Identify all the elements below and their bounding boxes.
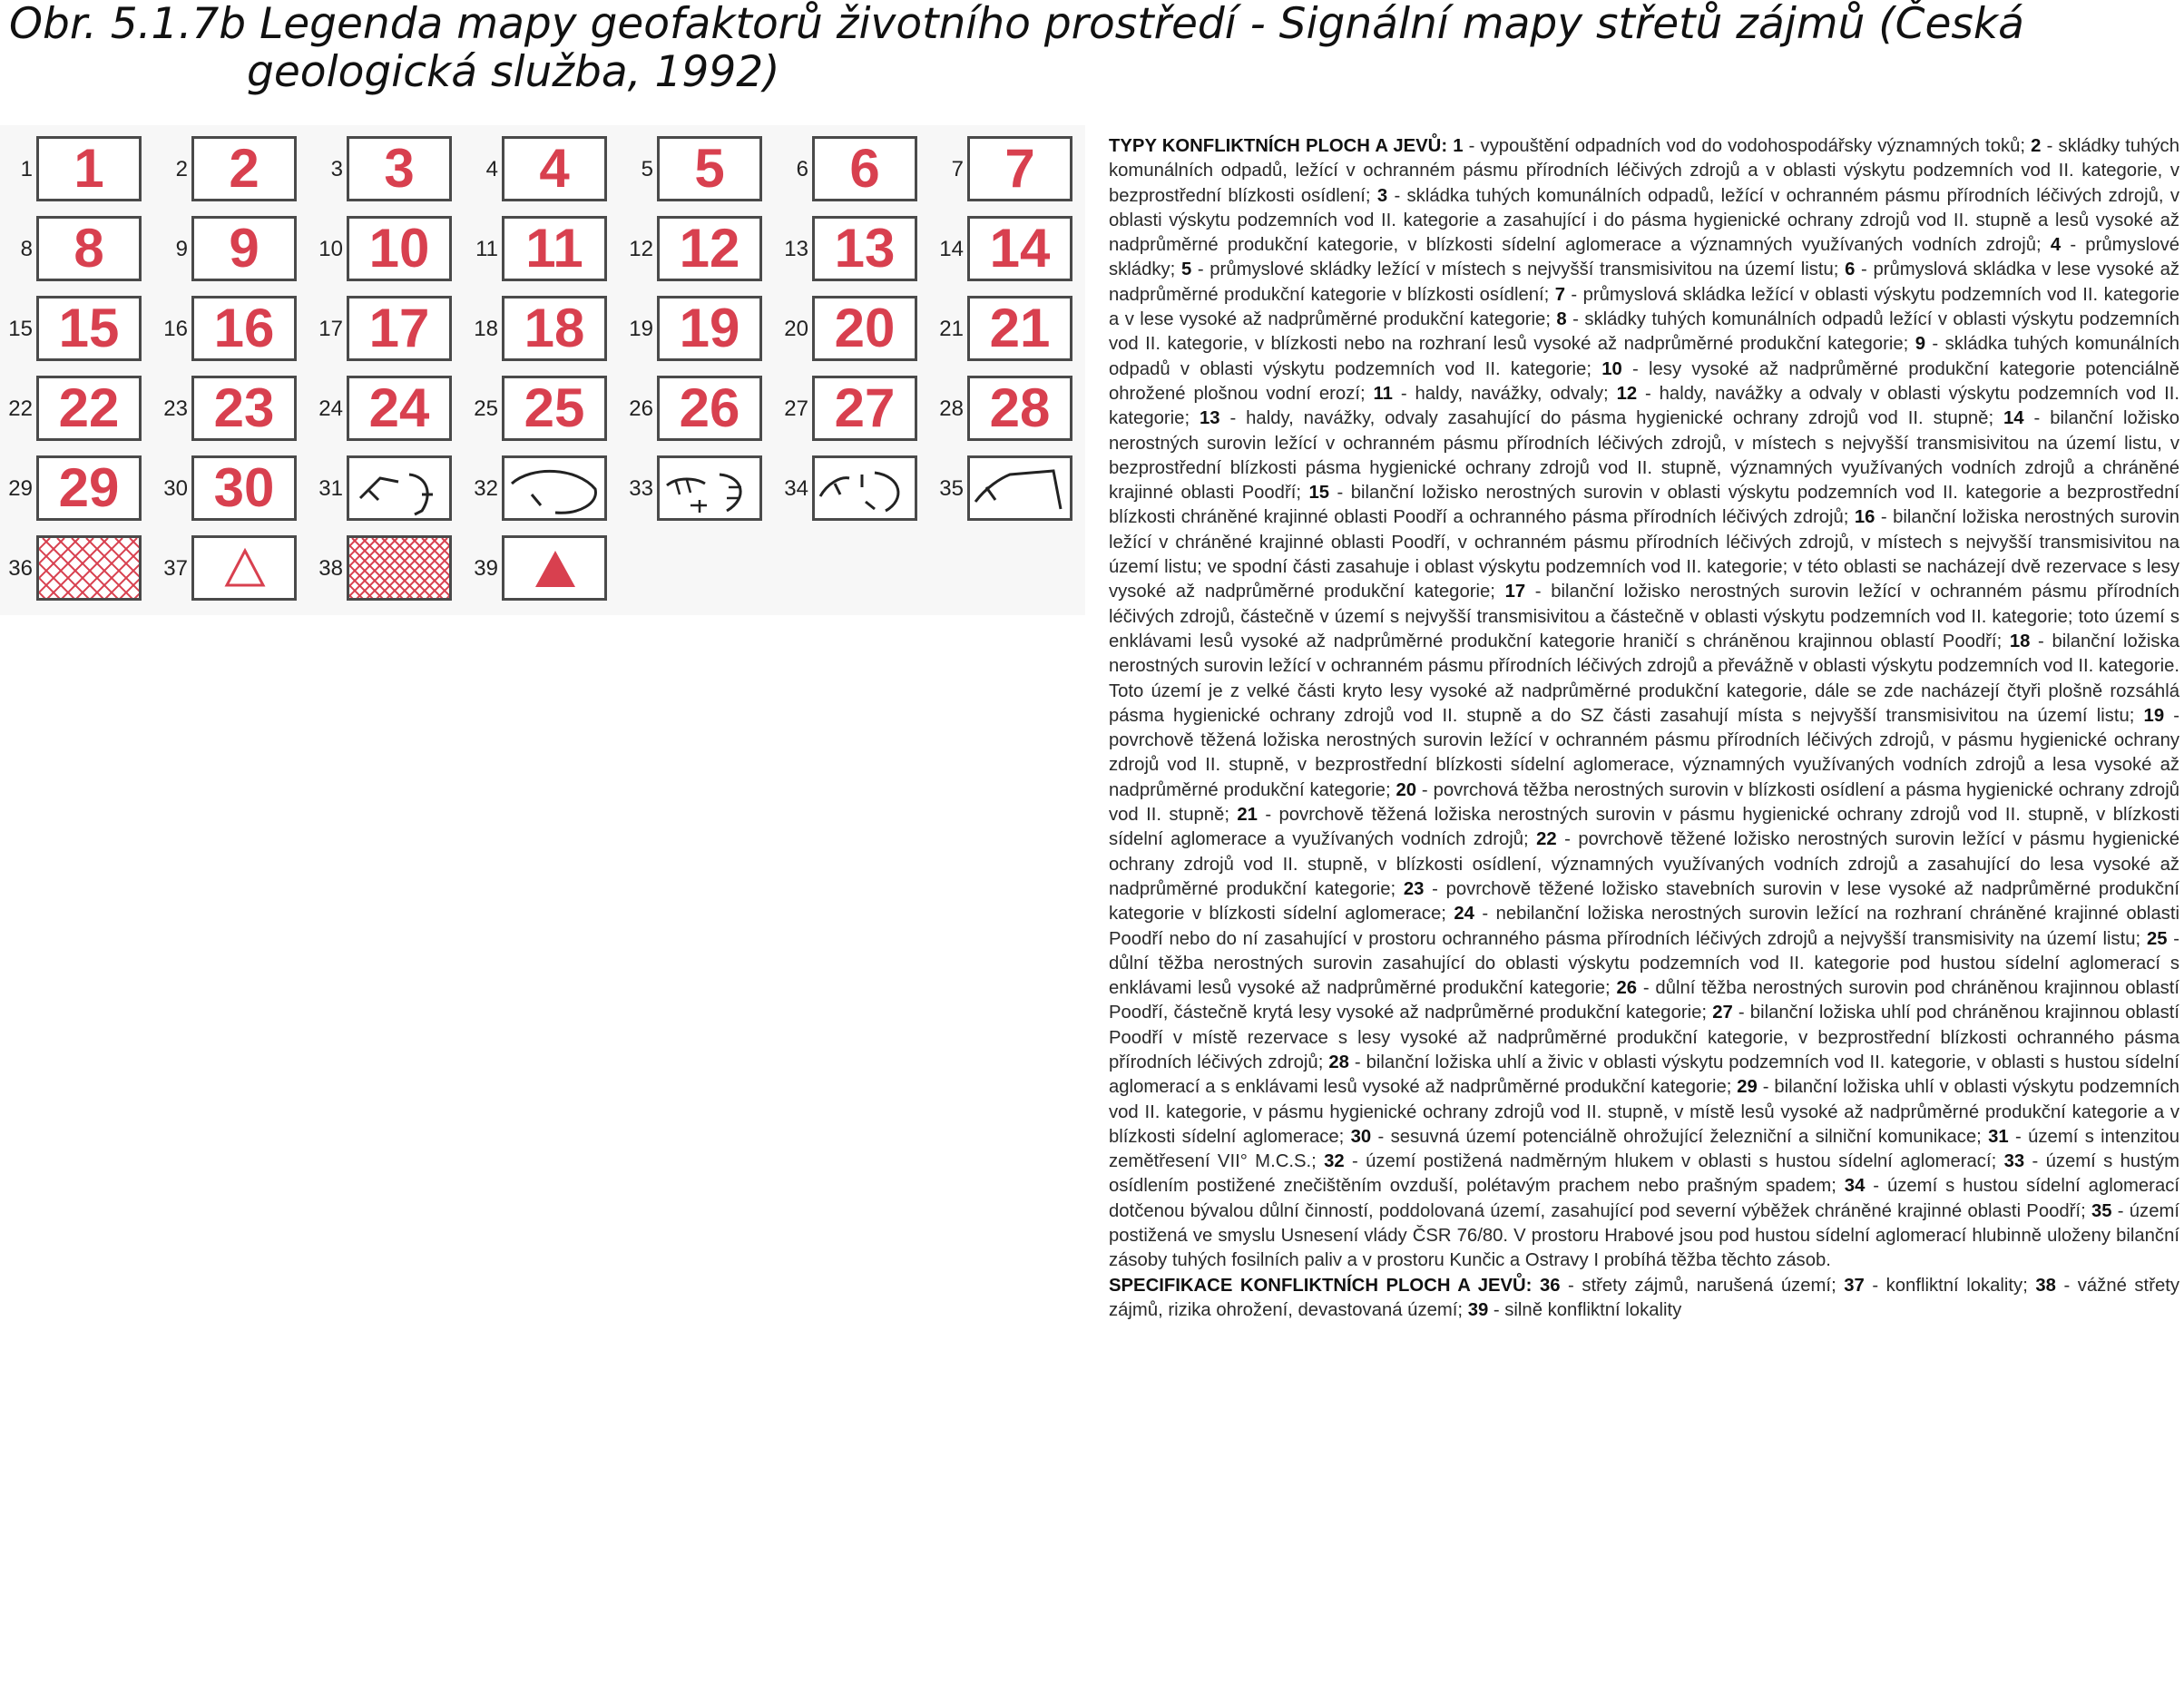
legend-item-38	[310, 530, 455, 608]
item-text: bilanční ložiska uhlí a živic v oblasti výskytu podzemních vod II. kategorie, v oblasti s hustou sídelní aglomerací a s enklávami lesů vysoké až nadprůměrné produkční kategorie	[1109, 1052, 2179, 1098]
item-text: důlní těžba nerostných surovin zasahující do oblasti výskytu podzemních vod II. kategorie pod hustou sídelní aglomerací s enklávami lesů vysoké až nadprůměrné produkční kategorie	[1109, 953, 2179, 999]
item-text: povrchově těžená ložiska nerostných surovin v pásmu hygienické ochrany zdrojů vod II. stupně, v blízkosti sídelní aglomerace a využívaných vodních zdrojů	[1109, 805, 2179, 850]
item-number: 12	[1616, 383, 1638, 404]
item-text: povrchově těžená ložiska nerostných surovin ležící v ochranném pásmu přírodních léčivých zdrojů, v pásmu hygienické ochrany zdrojů vod II. stupně, v bezprostřední blízkosti sídelní aglomerace, významných využívaných vodních zdrojů a lesa vysoké až nadprůměrné produkční kategorie	[1109, 730, 2179, 800]
item-text: konfliktní lokality	[1885, 1275, 2023, 1296]
legend-item-15	[0, 290, 145, 368]
legend-item-box	[967, 136, 1072, 201]
legend-item-number: 35	[939, 476, 964, 501]
legend-item-14	[931, 210, 1076, 289]
legend-item-number: 37	[163, 556, 188, 581]
legend-item-33	[621, 450, 766, 528]
legend-item-7	[931, 131, 1076, 209]
item-text: území s hustým osídlením postižené znečištěním ovzduší, polétavým prachem nebo prašným spadem	[1109, 1151, 2179, 1197]
legend-item-number: 6	[796, 157, 808, 181]
legend-item-label: 4	[539, 138, 570, 199]
item-number: 36	[1539, 1275, 1561, 1296]
legend-item-label: 28	[989, 377, 1051, 438]
legend-item-22	[0, 370, 145, 448]
legend-item-number: 21	[939, 317, 964, 341]
legend-item-27	[776, 370, 921, 448]
legend-item-box	[347, 216, 452, 281]
legend-item-label: 27	[834, 377, 896, 438]
item-number: 26	[1616, 978, 1638, 999]
figure-caption	[9, 0, 2150, 96]
legend-item-21	[931, 290, 1076, 368]
legend-item-label: 18	[524, 298, 585, 358]
item-text: území postižená ve smyslu Usnesení vlády ČSR 76/80. V prostoru Hrabové jsou pod hustou sídelní aglomerací hlubinně uloženy bilanční zásoby tuhých fosilních paliv a v prostoru Kunčic a Ostravy I probíhá těžba těchto zásob.	[1109, 1200, 2180, 1271]
legend-item-box	[812, 455, 917, 521]
item-number: 29	[1737, 1077, 1758, 1098]
item-number: 37	[1844, 1275, 1865, 1296]
legend-item-label: 12	[679, 218, 740, 279]
legend-item-label: 10	[368, 218, 430, 279]
legend-item-34	[776, 450, 921, 528]
item-text: skládka tuhých komunálních odpadů, ležící v ochranném pásmu přírodních léčivých zdrojů, v oblasti výskytu podzemních vod II. kategorie a zasahující i do pásma hygienické ochrany zdrojů vod II. stupně a lesů vysoké až nadprůměrné produkční kategorie, v blízkosti sídelní aglomerace a významných využívaných vodních zdrojů	[1109, 185, 2179, 256]
legend-item-box	[967, 296, 1072, 361]
legend-item-box	[191, 296, 297, 361]
legend-item-box	[191, 136, 297, 201]
legend-item-label: 1	[73, 138, 104, 199]
legend-item-32	[465, 450, 611, 528]
legend-item-box	[347, 376, 452, 441]
item-number: 24	[1454, 904, 1474, 925]
item-text: skládka tuhých komunálních odpadů v oblasti výskytu podzemních vod II. kategorie	[1109, 334, 2179, 379]
legend-item-number: 29	[8, 476, 33, 501]
legend-item-number: 30	[163, 476, 188, 501]
legend-item-17	[310, 290, 455, 368]
legend-item-label: 7	[1004, 138, 1035, 199]
legend-item-box	[502, 296, 607, 361]
item-number: 30	[1350, 1126, 1372, 1147]
legend-item-box	[502, 216, 607, 281]
item-text: průmyslová skládka v lese vysoké až nadprůměrné produkční kategorie v blízkosti osídlení	[1109, 259, 2180, 305]
item-text: bilanční ložisko nerostných surovin v oblasti výskytu podzemních vod II. kategorie a bezprostřední blízkosti chráněné krajinné oblasti Poodří a ochranného pásma přírodních léčivých zdrojů	[1109, 483, 2179, 528]
item-number: 6	[1845, 259, 1856, 280]
item-text: povrchově těžené ložisko nerostných surovin ležící v pásmu hygienické ochrany zdrojů vod II. stupně, v blízkosti osídlení, významných využívaných vodních zdrojů a zasahující do lesa vysoké až nadprůměrné produkční kategorie	[1109, 829, 2179, 899]
legend-item-box	[347, 455, 452, 521]
legend-item-2	[155, 131, 300, 209]
item-number: 15	[1308, 483, 1330, 504]
red-crosshatch-icon	[39, 538, 139, 598]
legend-item-10	[310, 210, 455, 289]
legend-item-box	[36, 136, 142, 201]
legend-item-31	[310, 450, 455, 528]
item-text: průmyslová skládka ležící v oblasti výskytu podzemních vod II. kategorie a v lese vysoké až nadprůměrné produkční kategorie	[1109, 284, 2180, 330]
item-number: 10	[1601, 358, 1622, 379]
legend-item-35	[931, 450, 1076, 528]
legend-item-number: 7	[951, 157, 964, 181]
item-number: 2	[2031, 136, 2042, 156]
legend-item-29	[0, 450, 145, 528]
item-text: vážné střety zájmů, rizika ohrožení, devastovaná území	[1109, 1275, 2180, 1320]
legend-item-number: 13	[784, 237, 808, 261]
item-text: skládky tuhých komunálních odpadů, ležící v ochranném pásmu přírodních léčivých zdrojů a v oblasti výskytu podzemních vod II. kategorie, v bezprostřední blízkosti osídlení	[1109, 136, 2179, 206]
legend-item-label: 23	[213, 377, 275, 438]
item-number: 5	[1180, 259, 1192, 280]
item-text: silně konfliktní lokality	[1504, 1299, 1682, 1320]
legend-item-number: 17	[318, 317, 343, 341]
item-number: 32	[1324, 1151, 1345, 1172]
item-text: haldy, navážky, odvaly	[1415, 383, 1604, 404]
item-text: průmyslové skládky ležící v místech s nejvyšší transmisivitou na území listu	[1210, 259, 1834, 280]
legend-item-label: 19	[679, 298, 740, 358]
item-text: lesy vysoké až nadprůměrné produkční kategorie potenciálně ohrožené plošnou vodní erozí	[1109, 358, 2179, 404]
legend-item-label: 29	[58, 457, 120, 518]
legend-item-box	[347, 296, 452, 361]
legend-item-label: 22	[58, 377, 120, 438]
item-text: bilanční ložiska uhlí pod chráněnou krajinnou oblastí Poodří v místě rezervace s lesy vysoké až nadprůměrné produkční kategorie, v bezprostřední blízkosti ochranného pásma přírodních léčivých zdrojů	[1109, 1003, 2179, 1072]
legend-item-box	[657, 455, 762, 521]
legend-item-20	[776, 290, 921, 368]
item-text: bilanční ložisko nerostných surovin ležící v ochranném pásmu přírodních léčivých zdrojů, v místech s nejvyšší transmisivitou na území listu, v bezprostřední blízkosti pásma hygienické ochrany zdrojů vod II. stupně, významných využívaných vodních zdrojů a chráněné krajinné oblasti Poodří	[1109, 408, 2180, 504]
legend-item-number: 20	[784, 317, 808, 341]
legend-item-number: 25	[474, 396, 498, 421]
legend-item-number: 19	[629, 317, 653, 341]
legend-item-box	[967, 376, 1072, 441]
section-types-heading: TYPY KONFLIKTNÍCH PLOCH A JEVŮ:	[1109, 136, 1448, 156]
legend-item-number: 33	[629, 476, 653, 501]
item-text: bilanční ložisko nerostných surovin ležící v ochranném pásmu přírodních léčivých zdrojů, částečně v území s nejvyšší transmisivitou a částečně v oblasti výskytu podzemních vod II. kategorie; toto území s enklávami lesů vysoké až nadprůměrné produkční kategorie hraničí s chráněnou krajinnou oblastí Poodří	[1109, 582, 2180, 651]
item-text: průmyslové skládky	[1109, 235, 2179, 280]
legend-item-number: 4	[485, 157, 498, 181]
caption-line-2: geologická služba, 1992)	[247, 47, 780, 97]
item-number: 23	[1403, 878, 1425, 899]
legend-item-label: 16	[213, 298, 275, 358]
legend-item-number: 23	[163, 396, 188, 421]
item-text: střety zájmů, narušená území	[1582, 1275, 1832, 1296]
legend-item-label: 21	[989, 298, 1051, 358]
legend-item-number: 39	[474, 556, 498, 581]
legend-item-number: 12	[629, 237, 653, 261]
legend-item-label: 25	[524, 377, 585, 438]
item-number: 14	[2003, 408, 2024, 429]
item-number: 34	[1844, 1176, 1866, 1197]
legend-item-box	[502, 376, 607, 441]
legend-item-number: 26	[629, 396, 653, 421]
item-number: 18	[2009, 631, 2031, 651]
legend-item-box	[967, 455, 1072, 521]
legend-item-number: 1	[20, 157, 33, 181]
item-number: 16	[1854, 507, 1875, 528]
legend-item-box	[191, 455, 297, 521]
legend-item-3	[310, 131, 455, 209]
legend-item-box	[967, 216, 1072, 281]
legend-item-box	[812, 136, 917, 201]
legend-item-12	[621, 210, 766, 289]
legend-item-box	[657, 376, 762, 441]
red-crosshatch-dense-icon	[349, 538, 449, 598]
item-number: 8	[1556, 309, 1567, 330]
legend-item-28	[931, 370, 1076, 448]
legend-item-label: 13	[834, 218, 896, 279]
legend-item-number: 24	[318, 396, 343, 421]
legend-item-number: 15	[8, 317, 33, 341]
section-specs-items: 36 - střety zájmů, narušená území; 37 - konfliktní lokality; 38 - vážné střety zájmů, rizika ohrožení, devastovaná území; 39 - silně konfliktní lokality	[1109, 1275, 2180, 1320]
legend-item-label: 26	[679, 377, 740, 438]
legend-item-box	[36, 535, 142, 601]
curve-35-icon	[970, 458, 1070, 518]
item-text: nebilanční ložiska nerostných surovin ležící na rozhraní chráněné krajinné oblasti Poodří nebo do ní zasahující v prostoru ochranného pásma přírodních léčivých zdrojů a nejvyšší transmisivity na území listu	[1109, 904, 2179, 949]
legend-item-label: 24	[368, 377, 430, 438]
item-text: povrchově těžené ložisko stavebních surovin v lese vysoké až nadprůměrné produkční kategorie v blízkosti sídelní aglomerace	[1109, 878, 2179, 925]
item-text: bilanční ložiska nerostných surovin ležící v ochranném pásmu přírodních léčivých zdrojů a převážně v oblasti výskytu podzemních vod II. kategorie. Toto území je z velké části kryto lesy vysoké až nadprůměrné produkční kategorie, dále se zde nacházejí čtyři plošně rozsáhlá pásma hygienické ochrany zdrojů vod II. stupně a do SZ části zasahují místa s nejvyšší transmisivitou na území listu	[1109, 631, 2179, 726]
legend-item-label: 2	[229, 138, 260, 199]
legend-item-box	[191, 376, 297, 441]
item-number: 13	[1200, 408, 1220, 429]
legend-item-19	[621, 290, 766, 368]
legend-item-box	[36, 216, 142, 281]
legend-item-number: 27	[784, 396, 808, 421]
item-number: 28	[1328, 1052, 1349, 1072]
legend-grid	[0, 125, 1085, 615]
section-types-items: 1 - vypouštění odpadních vod do vodohospodářsky významných toků; 2 - skládky tuhých komunálních odpadů, ležící v ochranném pásmu přírodních léčivých zdrojů a v oblasti výskytu podzemních vod II. kategorie, v bezprostřední blízkosti osídlení; 3 - skládka tuhých komunálních odpadů, ležící v ochranném pásmu přírodních léčivých zdrojů, v oblasti výskytu podzemních vod II. kategorie a zasahující i do pásma hygienické ochrany zdrojů vod II. stupně a lesů vysoké až nadprůměrné produkční kategorie, v blízkosti sídelní aglomerace a významných využívaných vodních zdrojů; 4 - průmyslové skládky; 5 - průmyslové skládky ležící v místech s nejvyšší transmisivitou na území listu; 6 - průmyslová skládka v lese vysoké až nadprůměrné produkční kategorie v blízkosti osídlení; 7 - průmyslová skládka ležící v oblasti výskytu podzemních vod II. kategorie a v lese vysoké až nadprůměrné produkční kategorie; 8 - skládky tuhých komunálních odpadů ležící v oblasti výskytu podzemních vod II. kategorie, v blízkosti nebo na rozhraní lesů vysoké až nadprůměrné produkční kategorie; 9 - skládka tuhých komunálních odpadů v oblasti výskytu podzemních vod II. kategorie; 10 - lesy vysoké až nadprůměrné produkční kategorie potenciálně ohrožené plošnou vodní erozí; 11 - haldy, navážky, odvaly; 12 - haldy, navážky a odvaly v oblasti výskytu podzemních vod II. kategorie; 13 - haldy, navážky, odvaly zasahující do pásma hygienické ochrany zdrojů vod II. stupně; 14 - bilanční ložisko nerostných surovin ležící v ochranném pásmu přírodních léčivých zdrojů, v místech s nejvyšší transmisivitou na území listu, v bezprostřední blízkosti pásma hygienické ochrany zdrojů vod II. stupně, významných využívaných vodních zdrojů a chráněné krajinné oblasti Poodří; 15 - bilanční ložisko nerostných surovin v oblasti výskytu podzemních vod II. kategorie a bezprostřední blízkosti chráněné krajinné oblasti Poodří a ochranného pásma přírodních léčivých zdrojů; 16 - bilanční ložiska nerostných surovin ležící v chráněné krajinné oblasti Poodří, v ochranném pásmu přírodních léčivých zdrojů, v místech s nejvyšší transmisivitou na území listu; ve spodní části zasahuje i oblast výskytu podzemních vod II. kategorie; v této oblasti se nacházejí dvě rezervace s lesy vysoké až nadprůměrné produkční kategorie; 17 - bilanční ložisko nerostných surovin ležící v ochranném pásmu přírodních léčivých zdrojů, částečně v území s nejvyšší transmisivitou a částečně v oblasti výskytu podzemních vod II. kategorie; toto území s enklávami lesů vysoké až nadprůměrné produkční kategorie hraničí s chráněnou krajinnou oblastí Poodří; 18 - bilanční ložiska nerostných surovin ležící v ochranném pásmu přírodních léčivých zdrojů a převážně v oblasti výskytu podzemních vod II. kategorie. Toto území je z velké části kryto lesy vysoké až nadprůměrné produkční kategorie, dále se zde nacházejí čtyři plošně rozsáhlá pásma hygienické ochrany zdrojů vod II. stupně a do SZ části zasahují místa s nejvyšší transmisivitou na území listu; 19 - povrchově těžená ložiska nerostných surovin ležící v ochranném pásmu přírodních léčivých zdrojů, v pásmu hygienické ochrany zdrojů vod II. stupně, v bezprostřední blízkosti sídelní aglomerace, významných využívaných vodních zdrojů a lesa vysoké až nadprůměrné produkční kategorie; 20 - povrchová těžba nerostných surovin v blízkosti osídlení a pásma hygienické ochrany zdrojů vod II. stupně; 21 - povrchově těžená ložiska nerostných surovin v pásmu hygienické ochrany zdrojů vod II. stupně, v blízkosti sídelní aglomerace a využívaných vodních zdrojů; 22 - povrchově těžené ložisko nerostných surovin ležící v pásmu hygienické ochrany zdrojů vod II. stupně, v blízkosti osídlení, významných využívaných vodních zdrojů a zasahující do lesa vysoké až nadprůměrné produkční kategorie; 23 - povrchově těžené ložisko stavebních surovin v lese vysoké až nadprůměrné produkční kategorie v blízkosti sídelní aglomerace; 24 - nebilanční ložiska nerostných surovin ležící na rozhraní chráněné krajinné oblasti Poodří nebo do ní zasahující v prostoru ochranného pásma přírodních léčivých zdrojů a nejvyšší transmisivity na území listu; 25 - důlní těžba nerostných surovin zasahující do oblasti výskytu podzemních vod II. kategorie pod hustou sídelní aglomerací s enklávami lesů vysoké až nadprůměrné produkční kategorie; 26 - důlní těžba nerostných surovin pod chráněnou krajinnou oblastí Poodří, částečně krytá lesy vysoké až nadprůměrné produkční kategorie; 27 - bilanční ložiska uhlí pod chráněnou krajinnou oblastí Poodří v místě rezervace s lesy vysoké až nadprůměrné produkční kategorie, v bezprostřední blízkosti ochranného pásma přírodních léčivých zdrojů; 28 - bilanční ložiska uhlí a živic v oblasti výskytu podzemních vod II. kategorie, v oblasti s hustou sídelní aglomerací a s enklávami lesů vysoké až nadprůměrné produkční kategorie; 29 - bilanční ložiska uhlí v oblasti výskytu podzemních vod II. kategorie, v pásmu hygienické ochrany zdrojů vod II. stupně, v místě lesů vysoké až nadprůměrné produkční kategorie a v blízkosti sídelní aglomerace; 30 - sesuvná území potenciálně ohrožující železniční a silniční komunikace; 31 - území s intenzitou zemětřesení VII° M.C.S.; 32 - území postižená nadměrným hlukem v oblasti s hustou sídelní aglomerací; 33 - území s hustým osídlením postižené znečištěním ovzduší, polétavým prachem nebo prašným spadem; 34 - území s hustou sídelní aglomerací dotčenou bývalou důlní činností, poddolovaná území, zasahující pod severní výběžek chráněné krajinné oblasti Poodří; 35 - území postižená ve smyslu Usnesení vlády ČSR 76/80. V prostoru Hrabové jsou pod hustou sídelní aglomerací hlubinně uloženy bilanční zásoby tuhých fosilních paliv a v prostoru Kunčic a Ostravy I probíhá těžba těchto zásob.	[1109, 136, 2180, 1271]
legend-item-1	[0, 131, 145, 209]
item-text: sesuvná území potenciálně ohrožující železniční a silniční komunikace	[1390, 1126, 1977, 1147]
triangle-outline-icon	[194, 538, 294, 598]
item-number: 33	[2003, 1151, 2025, 1172]
legend-item-25	[465, 370, 611, 448]
legend-item-9	[155, 210, 300, 289]
item-number: 9	[1915, 334, 1925, 355]
item-number: 7	[1554, 284, 1565, 305]
triangle-filled-icon	[504, 538, 604, 598]
legend-item-number: 31	[318, 476, 343, 501]
legend-item-box	[812, 296, 917, 361]
item-number: 4	[2050, 235, 2062, 256]
legend-item-24	[310, 370, 455, 448]
item-text: bilanční ložiska uhlí v oblasti výskytu podzemních vod II. kategorie, v pásmu hygienické ochrany zdrojů vod II. stupně, v místě lesů vysoké až nadprůměrné produkční kategorie a v blízkosti sídelní aglomerace	[1109, 1077, 2180, 1147]
item-number: 39	[1467, 1299, 1489, 1320]
item-text: území s hustou sídelní aglomerací dotčenou bývalou důlní činností, poddolovaná území, zasahující pod severní výběžek chráněné krajinné oblasti Poodří	[1109, 1176, 2179, 1221]
legend-item-box	[36, 296, 142, 361]
legend-item-label: 14	[989, 218, 1051, 279]
item-number: 22	[1536, 829, 1557, 850]
legend-item-label: 8	[73, 218, 104, 279]
legend-item-36	[0, 530, 145, 608]
legend-item-number: 11	[475, 237, 498, 261]
legend-item-box	[191, 535, 297, 601]
item-text: skládky tuhých komunálních odpadů ležící v oblasti výskytu podzemních vod II. kategorie, v blízkosti nebo na rozhraní lesů vysoké až nadprůměrné produkční kategorie	[1109, 309, 2180, 355]
item-number: 21	[1237, 805, 1258, 826]
legend-item-number: 38	[318, 556, 343, 581]
legend-item-label: 5	[694, 138, 725, 199]
legend-description	[1109, 134, 2179, 1323]
legend-item-label: 15	[58, 298, 120, 358]
legend-item-number: 8	[20, 237, 33, 261]
item-number: 25	[2146, 928, 2168, 949]
section-types	[1109, 134, 2179, 1274]
legend-item-box	[191, 216, 297, 281]
item-number: 27	[1712, 1003, 1733, 1023]
legend-item-box	[502, 535, 607, 601]
legend-item-number: 16	[163, 317, 188, 341]
item-number: 11	[1373, 383, 1393, 404]
item-text: území postižená nadměrným hlukem v oblasti s hustou sídelní aglomerací	[1366, 1151, 1992, 1172]
item-number: 1	[1453, 136, 1464, 156]
legend-item-box	[36, 376, 142, 441]
legend-item-label: 6	[849, 138, 880, 199]
legend-item-label: 20	[834, 298, 896, 358]
caption-line-1: Obr. 5.1.7b Legenda mapy geofaktorů životního prostředí - Signální mapy střetů zájmů (Česká	[9, 0, 2024, 49]
legend-item-label: 3	[384, 138, 415, 199]
legend-item-box	[502, 136, 607, 201]
legend-item-label: 30	[213, 457, 275, 518]
legend-item-label: 9	[229, 218, 260, 279]
curve-32-icon	[504, 458, 604, 518]
legend-item-4	[465, 131, 611, 209]
legend-item-13	[776, 210, 921, 289]
legend-item-8	[0, 210, 145, 289]
curve-33-icon	[660, 458, 759, 518]
legend-item-number: 22	[8, 396, 33, 421]
legend-item-number: 10	[318, 237, 343, 261]
legend-item-box	[347, 535, 452, 601]
item-text: haldy, navážky, odvaly zasahující do pásma hygienické ochrany zdrojů vod II. stupně	[1246, 408, 1989, 429]
item-text: území s intenzitou zemětřesení VII° M.C.S.	[1109, 1126, 2179, 1172]
legend-item-number: 36	[8, 556, 33, 581]
legend-item-box	[657, 216, 762, 281]
legend-item-number: 18	[474, 317, 498, 341]
legend-item-39	[465, 530, 611, 608]
legend-item-number: 28	[939, 396, 964, 421]
item-number: 31	[1988, 1126, 2009, 1147]
item-number: 38	[2035, 1275, 2056, 1296]
legend-item-box	[812, 376, 917, 441]
legend-item-number: 14	[939, 237, 964, 261]
legend-item-number: 9	[175, 237, 188, 261]
legend-item-30	[155, 450, 300, 528]
item-number: 3	[1376, 185, 1388, 206]
item-number: 35	[2091, 1200, 2112, 1221]
legend-item-number: 32	[474, 476, 498, 501]
legend-item-18	[465, 290, 611, 368]
legend-item-box	[347, 136, 452, 201]
legend-item-number: 3	[330, 157, 343, 181]
item-number: 17	[1504, 582, 1526, 602]
legend-item-number: 5	[641, 157, 653, 181]
legend-item-37	[155, 530, 300, 608]
item-text: povrchová těžba nerostných surovin v blízkosti osídlení a pásma hygienické ochrany zdrojů vod II. stupně	[1109, 779, 2179, 826]
legend-item-label: 17	[368, 298, 430, 358]
legend-item-box	[36, 455, 142, 521]
item-text: bilanční ložiska nerostných surovin ležící v chráněné krajinné oblasti Poodří, v ochranném pásmu přírodních léčivých zdrojů, v místech s nejvyšší transmisivitou na území listu; ve spodní části zasahuje i oblast výskytu podzemních vod II. kategorie; v této oblasti se nacházejí dvě rezervace s lesy vysoké až nadprůměrné produkční kategorie	[1109, 507, 2179, 602]
item-text: vypouštění odpadních vod do vodohospodářsky významných toků	[1480, 136, 2021, 156]
legend-item-16	[155, 290, 300, 368]
legend-item-box	[812, 216, 917, 281]
section-specs	[1109, 1274, 2179, 1324]
legend-item-box	[657, 136, 762, 201]
section-specs-heading: SPECIFIKACE KONFLIKTNÍCH PLOCH A JEVŮ:	[1109, 1275, 1533, 1296]
legend-item-number: 34	[784, 476, 808, 501]
curve-34-icon	[815, 458, 915, 518]
item-number: 19	[2143, 705, 2165, 726]
legend-item-6	[776, 131, 921, 209]
item-text: haldy, navážky a odvaly v oblasti výskytu podzemních vod II. kategorie	[1109, 383, 2179, 429]
curve-31-icon	[349, 458, 449, 518]
legend-item-11	[465, 210, 611, 289]
legend-item-23	[155, 370, 300, 448]
legend-item-number: 2	[175, 157, 188, 181]
item-number: 20	[1396, 779, 1417, 800]
legend-item-26	[621, 370, 766, 448]
legend-item-label: 11	[525, 218, 583, 279]
legend-item-5	[621, 131, 766, 209]
legend-item-box	[502, 455, 607, 521]
item-text: důlní těžba nerostných surovin pod chráněnou krajinnou oblastí Poodří, částečně krytá lesy vysoké až nadprůměrné produkční kategorie	[1109, 978, 2179, 1023]
legend-item-box	[657, 296, 762, 361]
